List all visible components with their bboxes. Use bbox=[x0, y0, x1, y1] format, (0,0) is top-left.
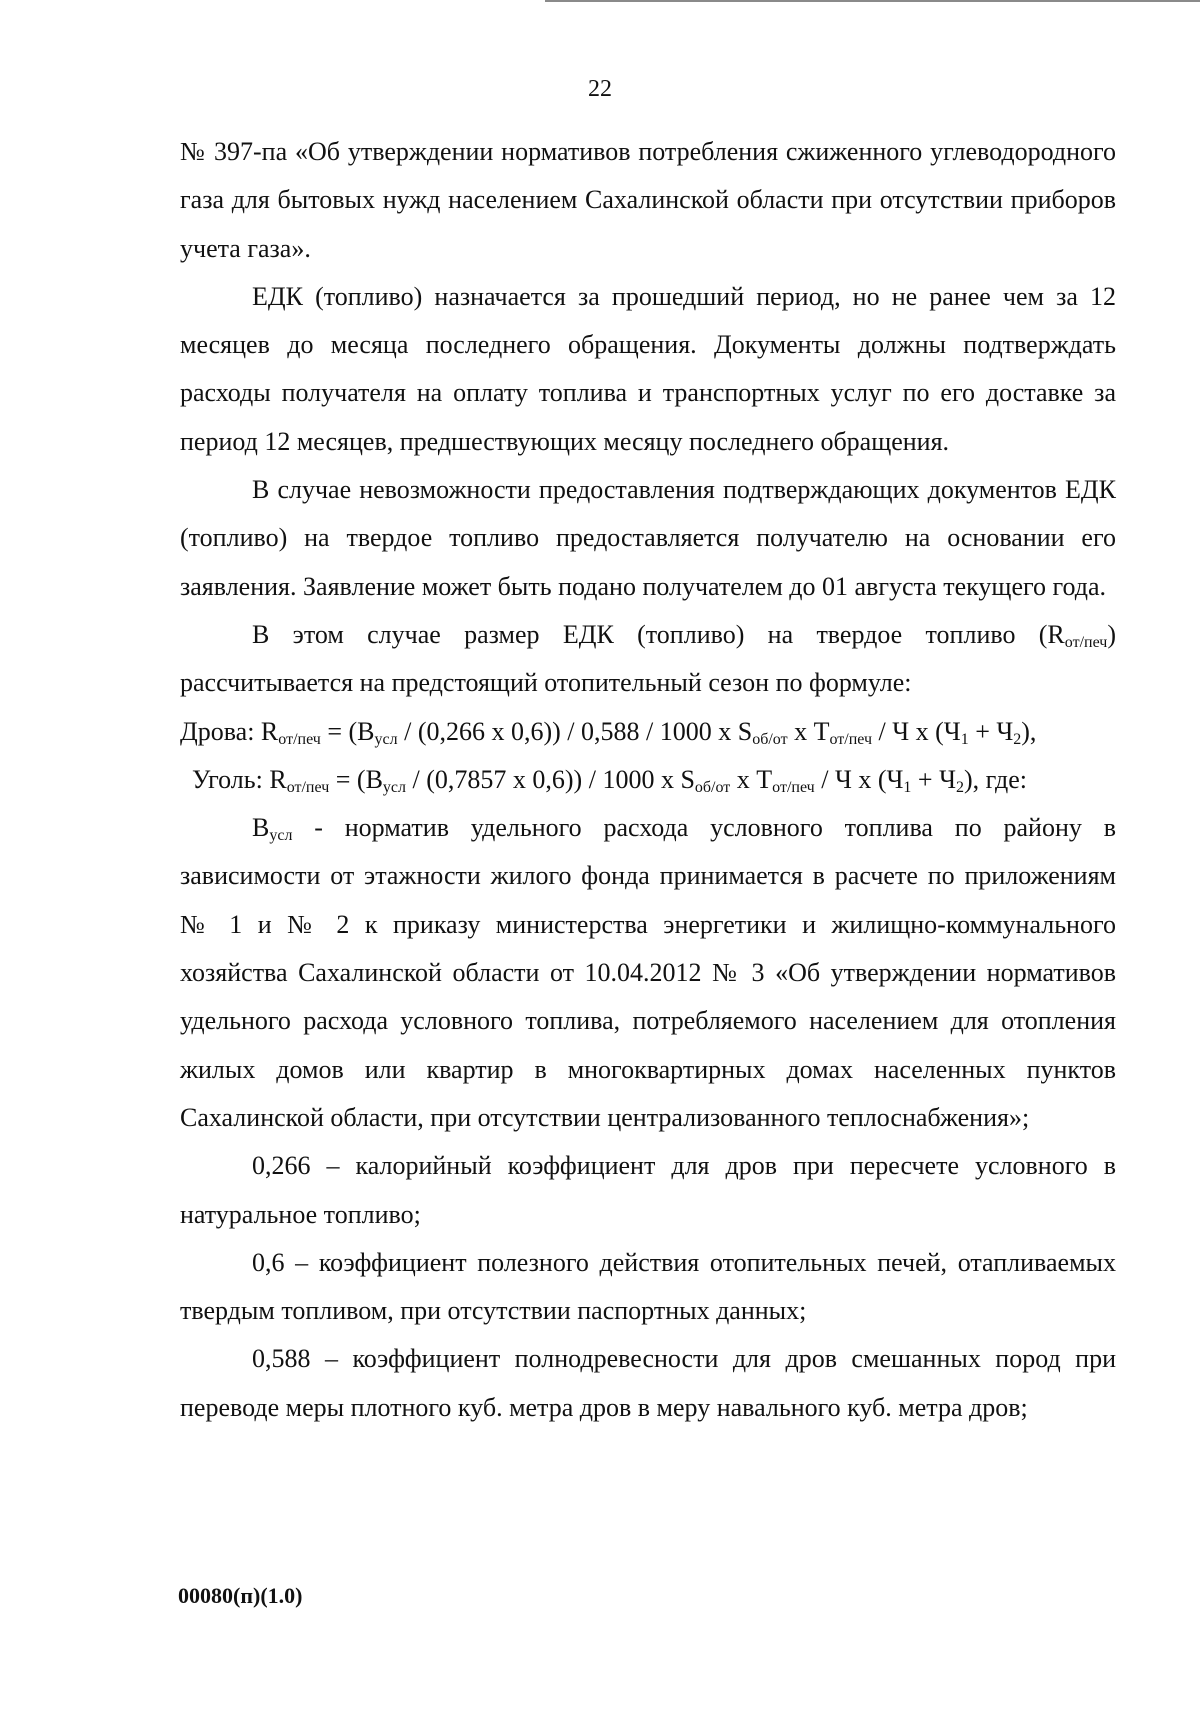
definition-text: - норматив удельного расхода условного топлива по району в зависимости от этажности жилого фонда принимается в расчете по приложениям № 1 и № 2 к приказу министерства энергетики и жилищно-коммунального хозяйства Сахалинской области от 10.04.2012 № 3 «Об утверждении нормативов удельного расхода условного топлива, потребляемого населением для отопления жилых домов или квартир в многоквартирных домах населенных пунктов Сахалинской области, при отсутствии централизованного теплоснабжения»; bbox=[180, 813, 1116, 1132]
text-fragment: ) рассчитывается на предстоящий отопительный сезон по формуле: bbox=[180, 619, 1116, 698]
paragraph-no-documents: В случае невозможности предоставления подтверждающих документов ЕДК (топливо) на твердое топливо предоставляется получателю на основании его заявления. Заявление может быть подано получателем до 01 августа текущего года. bbox=[180, 475, 1116, 601]
page-number: 22 bbox=[588, 76, 612, 102]
definition-wood-density: 0,588 – коэффициент полнодревесности для дров смешанных пород при переводе меры плотного куб. метра дров в меру навального куб. метра дров; bbox=[180, 1344, 1116, 1422]
formula-text: х Т bbox=[730, 764, 773, 794]
paragraph-order-reference: № 397-па «Об утверждении нормативов потребления сжиженного углеводородного газа для бытовых нужд населением Сахалинской области при отсутствии приборов учета газа». bbox=[180, 137, 1116, 263]
formula-subscript: 2 bbox=[1013, 730, 1022, 748]
scan-edge-line bbox=[545, 0, 1200, 2]
formula-text: + Ч bbox=[911, 764, 956, 794]
definition-subscript: усл bbox=[269, 827, 293, 845]
formula-text: Уголь: R bbox=[192, 764, 287, 794]
text-fragment: В этом случае размер ЕДК (топливо) на твердое топливо (R bbox=[252, 619, 1065, 649]
formula-text: = (В bbox=[320, 716, 375, 746]
formula-coal bbox=[180, 756, 1116, 804]
paragraph-assignment-period: ЕДК (топливо) назначается за прошедший период, но не ранее чем за 12 месяцев до месяца последнего обращения. Документы должны подтверждать расходы получателя на оплату топлива и транспортных услуг по его доставке за период 12 месяцев, предшествующих месяцу последнего обращения. bbox=[180, 281, 1116, 456]
definition-stove-efficiency: 0,6 – коэффициент полезного действия отопительных печей, отапливаемых твердым топливом, при отсутствии паспортных данных; bbox=[180, 1247, 1116, 1326]
formula-text: = (В bbox=[329, 764, 383, 794]
paragraph-formula-intro bbox=[180, 611, 1116, 708]
formula-subscript: от/печ bbox=[278, 730, 321, 748]
formula-text: / Ч х (Ч bbox=[872, 716, 961, 746]
definition-fuel-norm bbox=[180, 804, 1116, 1142]
document-body bbox=[180, 128, 1116, 1432]
formula-subscript: 1 bbox=[903, 778, 912, 796]
formula-subscript: об/от bbox=[694, 778, 731, 796]
subscript: от/печ bbox=[1064, 633, 1108, 651]
formula-subscript: об/от bbox=[752, 730, 788, 748]
formula-subscript: усл bbox=[374, 730, 398, 748]
formula-subscript: от/печ bbox=[772, 778, 815, 796]
formula-subscript: 1 bbox=[960, 730, 969, 748]
formula-text: х Т bbox=[787, 716, 830, 746]
formula-text: / (0,266 х 0,6)) / 0,588 / 1000 х S bbox=[397, 716, 753, 746]
definition-symbol: В bbox=[252, 813, 270, 843]
formula-subscript: от/печ bbox=[829, 730, 873, 748]
formula-text: ), bbox=[1021, 716, 1037, 746]
formula-text: / Ч х (Ч bbox=[814, 764, 904, 794]
formula-wood bbox=[180, 708, 1116, 756]
formula-text: / (0,7857 х 0,6)) / 1000 х S bbox=[406, 764, 695, 794]
formula-text: + Ч bbox=[968, 716, 1014, 746]
formula-subscript: от/печ bbox=[286, 778, 330, 796]
formula-text: ), где: bbox=[963, 764, 1027, 794]
formula-subscript: 2 bbox=[955, 778, 964, 796]
formula-text: Дрова: R bbox=[180, 716, 279, 746]
definition-calorific-coefficient: 0,266 – калорийный коэффициент для дров при пересчете условного в натуральное топливо; bbox=[180, 1151, 1116, 1229]
formula-subscript: усл bbox=[382, 778, 407, 796]
footer-document-code: 00080(п)(1.0) bbox=[178, 1583, 303, 1608]
